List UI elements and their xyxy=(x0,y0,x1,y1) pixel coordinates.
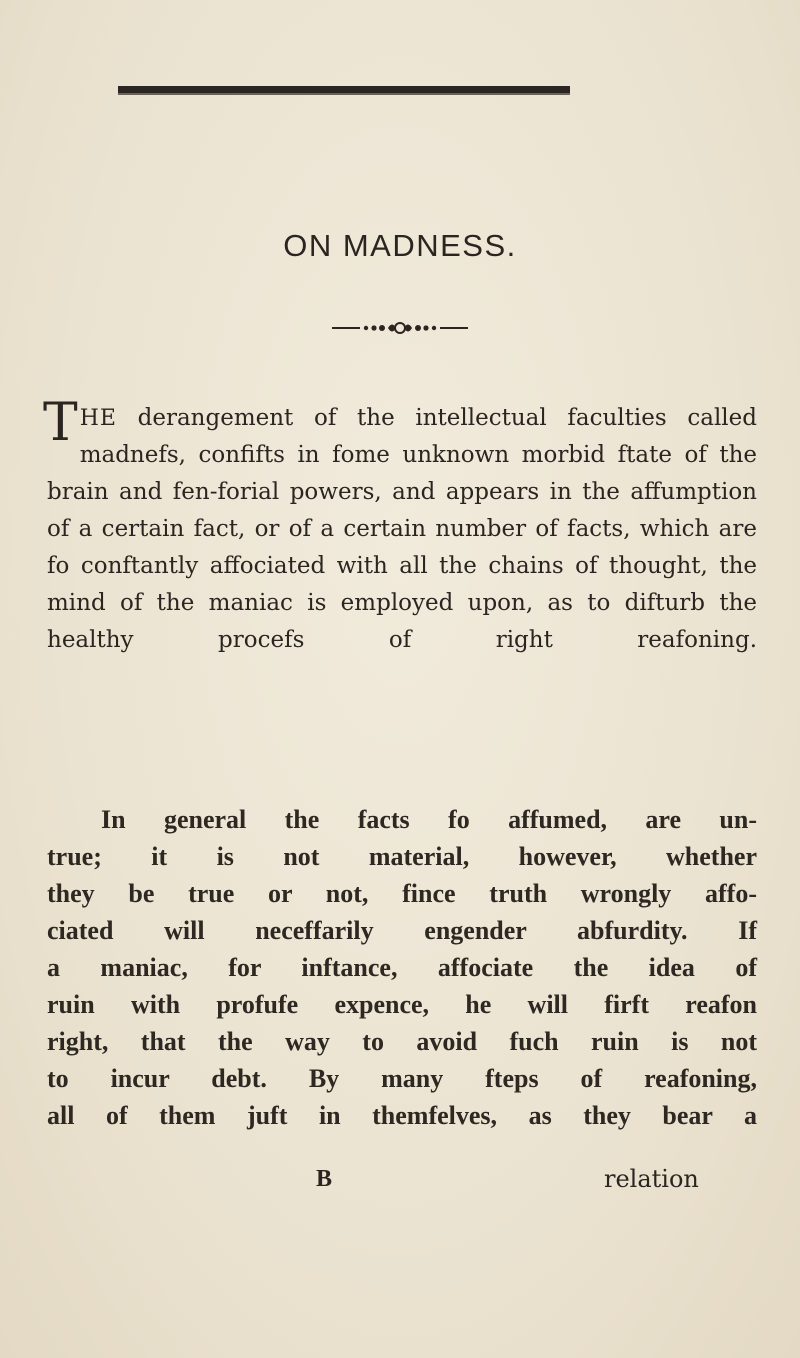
text-line: they be true or not, fince truth wrongly affo- xyxy=(47,879,757,908)
page-title: ON MADNESS. xyxy=(283,228,517,263)
text-line: true; it is not material, however, whether xyxy=(47,842,757,871)
lead-caps: HE xyxy=(79,406,117,431)
opening-paragraph xyxy=(43,393,758,659)
printers-ornament-icon xyxy=(0,318,800,342)
top-rule xyxy=(118,86,570,95)
text-line: to incur debt. By many fteps of reafoning, xyxy=(47,1064,757,1093)
second-paragraph xyxy=(47,801,757,1134)
text-line: right, that the way to avoid fuch ruin is not xyxy=(47,1027,757,1056)
text-line: ciated will neceffarily engender abfurdity. If xyxy=(47,916,757,945)
ornament-rule-icon xyxy=(330,318,470,338)
text-line: ruin with profufe expence, he will firft reafon xyxy=(47,990,757,1019)
opening-paragraph-text: derangement of the intellectual faculties called madnefs, confifts in fome unknown morbid ftate of the brain and fen-forial powers, and appears in the affumption of a certain fact, or of a certain number of facts, which are fo conftantly affociated with all the chains of thought, the mind of the maniac is employed upon, as to difturb the healthy procefs of right reafoning. xyxy=(47,405,758,653)
catchword: relation xyxy=(604,1165,699,1193)
text-line: all of them juft in themfelves, as they bear a xyxy=(47,1101,757,1130)
signature-mark: B xyxy=(316,1166,333,1192)
drop-cap: T xyxy=(43,393,78,453)
page-footer xyxy=(0,1161,800,1198)
text-line: a maniac, for inftance, affociate the idea of xyxy=(47,953,757,982)
text-line: In general the facts fo affumed, are un- xyxy=(101,805,757,834)
